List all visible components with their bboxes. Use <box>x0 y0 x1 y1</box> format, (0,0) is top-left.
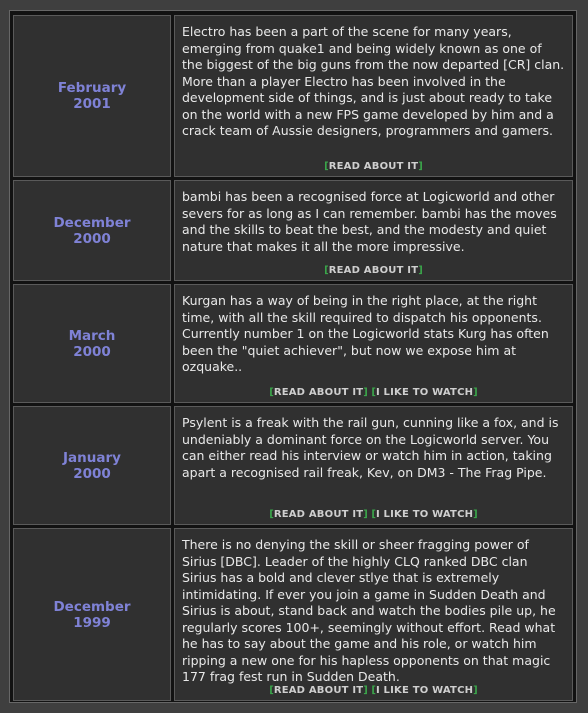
read-about-it-link[interactable]: READ ABOUT IT <box>273 509 364 520</box>
read-about-it-link[interactable]: READ ABOUT IT <box>273 387 364 398</box>
entry-date: February 2001 <box>57 80 127 112</box>
entry-links: [READ ABOUT IT] <box>324 161 423 172</box>
i-like-to-watch-link[interactable]: I LIKE TO WATCH <box>375 387 474 398</box>
entry-links: [READ ABOUT IT] [I LIKE TO WATCH] <box>269 509 478 520</box>
description-cell <box>174 180 573 281</box>
description-cell <box>174 528 573 701</box>
entry-links: [READ ABOUT IT] [I LIKE TO WATCH] <box>269 685 478 696</box>
entry-date: December 1999 <box>53 598 131 631</box>
i-like-to-watch-link[interactable]: I LIKE TO WATCH <box>375 509 474 520</box>
entry-description: There is no denying the skill or sheer fragging power of Sirius [DBC]. Leader of the highly CLQ ranked DBC clan Sirius has a bold and clever stlye that is extremely intimidating. If ever you join a game in Sudden Death and Sirius is about, stand back and watch the bodies pile up, he regularly scores 100+, seemingly without effort. Read what he has to say about the game and his role, or watch him ripping a new one for his hapless opponents on that magic 177 frag fest run in Sudden Death. <box>182 537 556 684</box>
entry-links: [READ ABOUT IT] [I LIKE TO WATCH] <box>269 387 478 398</box>
table-row <box>13 180 573 281</box>
profiles-table <box>9 10 577 703</box>
entry-description: Electro has been a part of the scene for many years, emerging from quake1 and being widely known as one of the biggest of the big guns from the now departed [CR] clan. More than a player Electro has been involved in the development side of things, and is just about ready to take on the world with a new FPS game developed by him and a crack team of Aussie designers, programmers and gamers. <box>182 24 565 138</box>
description-cell <box>174 284 573 403</box>
entry-description: bambi has been a recognised force at Logicworld and other severs for as long as I can remember. bambi has the moves and the skills to beat the best, and the modesty and quiet nature that makes it all the more impressive. <box>182 189 557 254</box>
read-about-it-link[interactable]: READ ABOUT IT <box>328 265 419 276</box>
i-like-to-watch-link[interactable]: I LIKE TO WATCH <box>375 685 474 696</box>
read-about-it-link[interactable]: READ ABOUT IT <box>328 161 419 172</box>
table-row <box>13 15 573 177</box>
description-cell <box>174 406 573 525</box>
date-cell <box>13 180 171 281</box>
table-row <box>13 406 573 525</box>
entry-description: Psylent is a freak with the rail gun, cunning like a fox, and is undeniably a dominant force on the Logicworld server. You can either read his interview or watch him in action, taking apart a recognised rail freak, Kev, on DM3 - The Frag Pipe. <box>182 415 559 480</box>
entry-date: January 2000 <box>63 449 121 482</box>
date-cell <box>13 284 171 403</box>
entry-description: Kurgan has a way of being in the right place, at the right time, with all the skill required to dispatch his opponents. Currently number 1 on the Logicworld stats Kurg has often been the "quiet achiever", but now we expose him at ozquake.. <box>182 293 549 374</box>
table-row <box>13 284 573 403</box>
entry-date: March 2000 <box>68 327 116 360</box>
entry-date: December 2000 <box>53 214 131 247</box>
date-cell <box>13 528 171 701</box>
table-row <box>13 528 573 701</box>
description-cell <box>174 15 573 177</box>
read-about-it-link[interactable]: READ ABOUT IT <box>273 685 364 696</box>
date-cell <box>13 15 171 177</box>
entry-links: [READ ABOUT IT] <box>324 265 423 276</box>
date-cell <box>13 406 171 525</box>
